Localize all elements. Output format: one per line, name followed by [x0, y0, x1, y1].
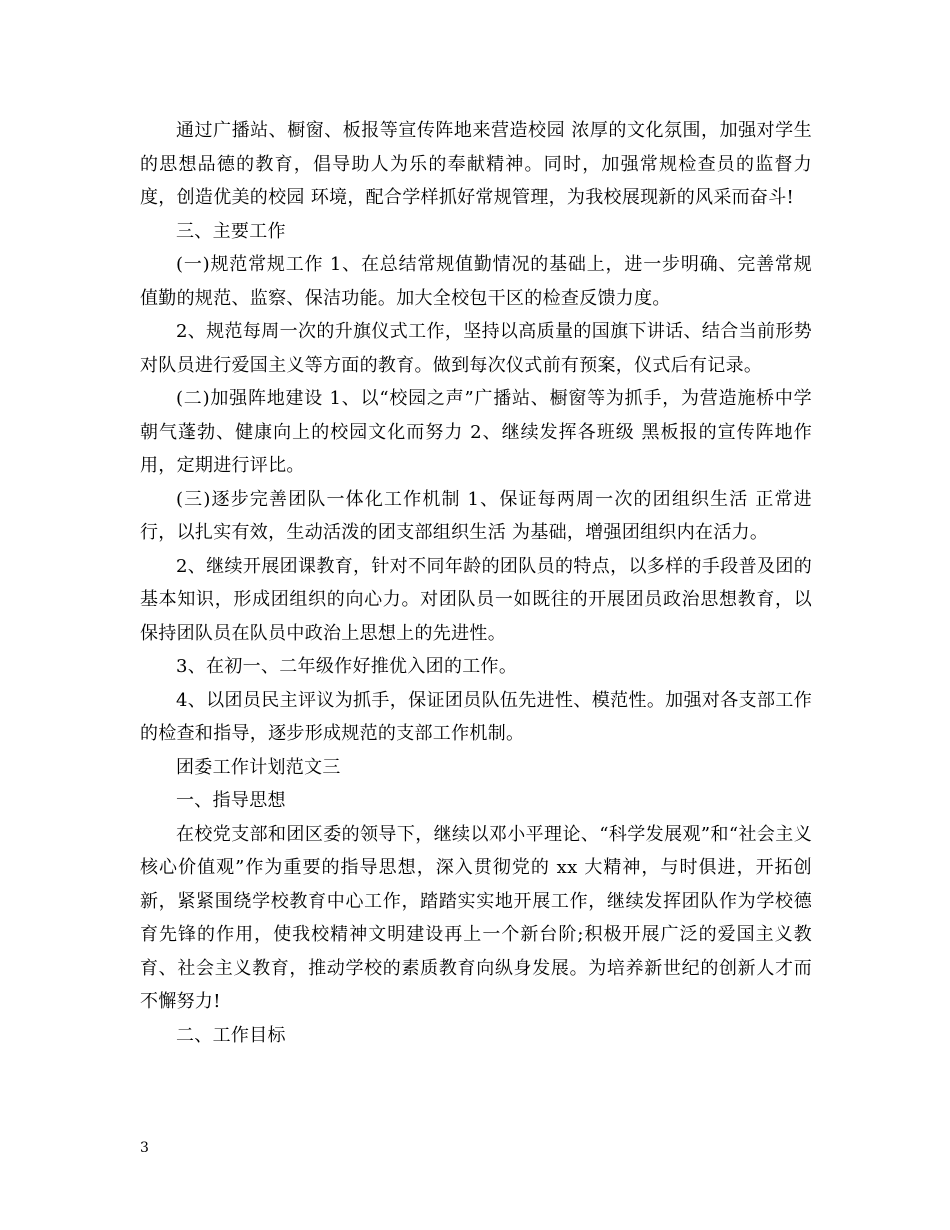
paragraph-propaganda: 通过广播站、橱窗、板报等宣传阵地来营造校园 浓厚的文化氛围，加强对学生的思想品德的教育，倡导助人为乐的奉献精神。同时，加强常规检查员的监督力度，创造优美的校园 环境，配合学样抓好常规管理，为我校展现新的风采而奋斗!	[140, 120, 812, 208]
document-body	[140, 114, 812, 1052]
heading-guiding-ideology: 一、指导思想	[176, 790, 286, 811]
heading-main-work: 三、主要工作	[176, 220, 286, 242]
paragraph-guiding-ideology: 在校党支部和团区委的领导下，继续以邓小平理论、“科学发展观”和“社会主义核心价值观”作为重要的指导思想，深入贯彻党的 xx 大精神，与时俱进，开拓创新，紧紧围绕学校教育中心工作，踏踏实实地开展工作，继续发挥团队作为学校德育先锋的作用，使我校精神文明建设再上一个新台阶;积极开展广泛的爱国主义教育、社会主义教育，推动学校的素质教育向纵身发展。为培养新世纪的创新人才而不懈努力!	[140, 823, 812, 1012]
paragraph-routine-work: (一)规范常规工作 1、在总结常规值勤情况的基础上，进一步明确、完善常规值勤的规范、监察、保洁功能。加大全校包干区的检查反馈力度。	[140, 254, 812, 309]
page-number: 3	[140, 1140, 149, 1156]
heading-sample-three: 团委工作计划范文三	[176, 756, 341, 778]
heading-work-goals: 二、工作目标	[176, 1024, 286, 1046]
paragraph-recommend-members: 3、在初一、二年级作好推优入团的工作。	[176, 656, 518, 677]
paragraph-team-mechanism: (三)逐步完善团队一体化工作机制 1、保证每两周一次的团组织生活 正常进行，以扎实有效，生动活泼的团支部组织生活 为基础，增强团组织内在活力。	[140, 488, 812, 543]
paragraph-position-building: (二)加强阵地建设 1、以“校园之声”广播站、橱窗等为抓手，为营造施桥中学朝气蓬勃、健康向上的校园文化而努力 2、继续发挥各班级 黑板报的宣传阵地作用，定期进行评比。	[140, 388, 812, 476]
paragraph-member-evaluation: 4、以团员民主评议为抓手，保证团员队伍先进性、模范性。加强对各支部工作的检查和指导，逐步形成规范的支部工作机制。	[140, 689, 812, 744]
paragraph-league-lessons: 2、继续开展团课教育，针对不同年龄的团队员的特点，以多样的手段普及团的基本知识，形成团组织的向心力。对团队员一如既往的开展团员政治思想教育，以保持团队员在队员中政治上思想上的先进性。	[140, 555, 812, 644]
paragraph-flag-ceremony: 2、规范每周一次的升旗仪式工作，坚持以高质量的国旗下讲话、结合当前形势对队员进行爱国主义等方面的教育。做到每次仪式前有预案，仪式后有记录。	[140, 321, 812, 376]
